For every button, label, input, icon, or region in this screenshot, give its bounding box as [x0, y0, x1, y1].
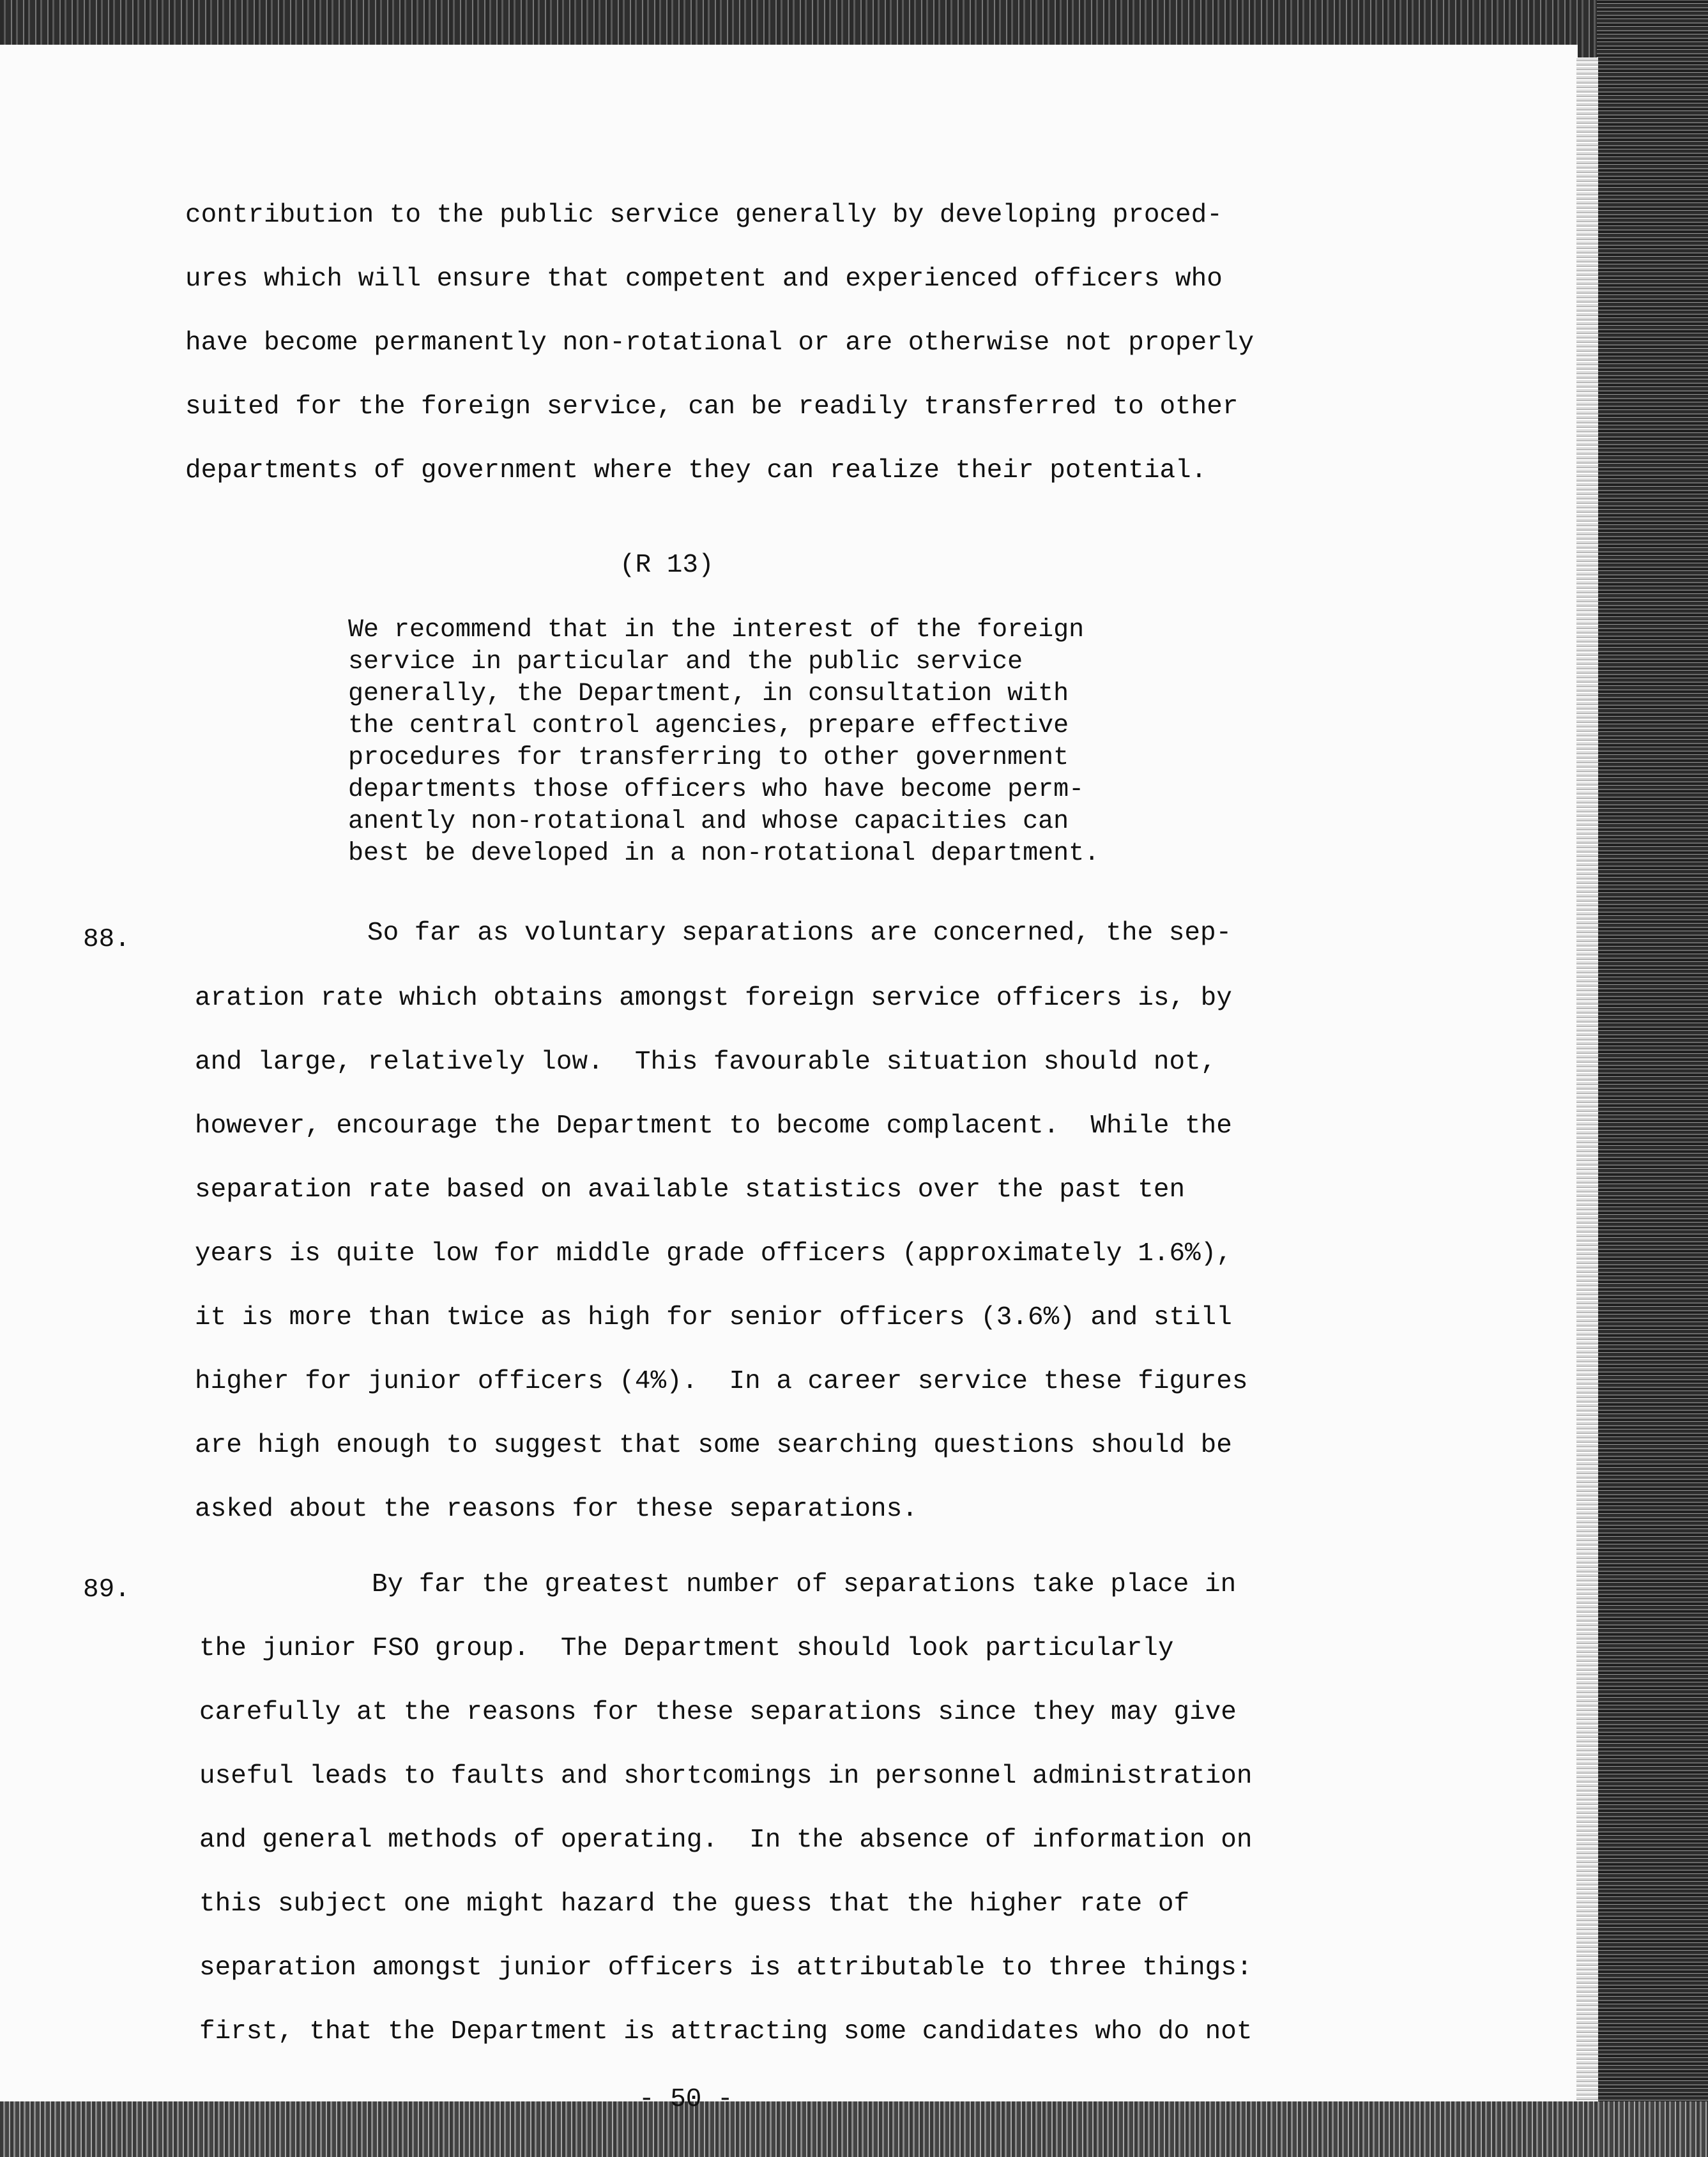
recommendation-line: service in particular and the public service — [348, 648, 1023, 676]
body-line: contribution to the public service generally by developing proced- — [185, 201, 1223, 230]
body-line: departments of government where they can realize their potential. — [185, 456, 1207, 485]
body-line: however, encourage the Department to become complacent. While the — [195, 1111, 1232, 1141]
body-line: So far as voluntary separations are concerned, the sep- — [367, 918, 1232, 948]
scan-border-right — [1597, 0, 1708, 2157]
body-line: have become permanently non-rotational or are otherwise not properly — [185, 328, 1254, 358]
body-line: years is quite low for middle grade officers (approximately 1.6%), — [195, 1239, 1232, 1269]
page-number: - 50 - — [639, 2085, 733, 2114]
recommendation-line: the central control agencies, prepare effective — [348, 712, 1069, 740]
page-edge — [1576, 57, 1598, 2108]
body-line: this subject one might hazard the guess that the higher rate of — [199, 1889, 1190, 1919]
recommendation-line: anently non-rotational and whose capacities can — [348, 807, 1069, 836]
body-line: and general methods of operating. In the absence of information on — [199, 1825, 1253, 1855]
body-line: suited for the foreign service, can be readily transferred to other — [185, 392, 1239, 422]
body-line: and large, relatively low. This favourable situation should not, — [195, 1048, 1217, 1077]
scan-border-bottom — [0, 2101, 1708, 2157]
body-line: carefully at the reasons for these separations since they may give — [199, 1698, 1237, 1727]
body-line: aration rate which obtains amongst foreign service officers is, by — [195, 984, 1232, 1013]
body-line: it is more than twice as high for senior officers (3.6%) and still — [195, 1303, 1232, 1332]
body-line: higher for junior officers (4%). In a career service these figures — [195, 1367, 1248, 1396]
recommendation-line: We recommend that in the interest of the foreign — [348, 616, 1085, 644]
body-line: By far the greatest number of separations take place in — [372, 1570, 1237, 1599]
body-line: separation rate based on available statistics over the past ten — [195, 1175, 1186, 1205]
recommendation-line: generally, the Department, in consultation with — [348, 680, 1069, 708]
body-line: ures which will ensure that competent and experienced officers who — [185, 264, 1223, 294]
paragraph-number: 88. — [83, 925, 130, 954]
recommendation-line: best be developed in a non-rotational department. — [348, 839, 1100, 868]
recommendation-label: (R 13) — [620, 551, 714, 580]
body-line: separation amongst junior officers is attributable to three things: — [199, 1953, 1253, 1983]
recommendation-line: departments those officers who have become perm- — [348, 775, 1085, 804]
body-line: useful leads to faults and shortcomings in personnel administration — [199, 1762, 1253, 1791]
body-line: are high enough to suggest that some searching questions should be — [195, 1431, 1232, 1460]
body-line: the junior FSO group. The Department should look particularly — [199, 1634, 1174, 1663]
recommendation-line: procedures for transferring to other government — [348, 743, 1069, 772]
body-line: first, that the Department is attracting some candidates who do not — [199, 2017, 1253, 2046]
body-line: asked about the reasons for these separations. — [195, 1495, 918, 1524]
paragraph-number: 89. — [83, 1575, 130, 1604]
